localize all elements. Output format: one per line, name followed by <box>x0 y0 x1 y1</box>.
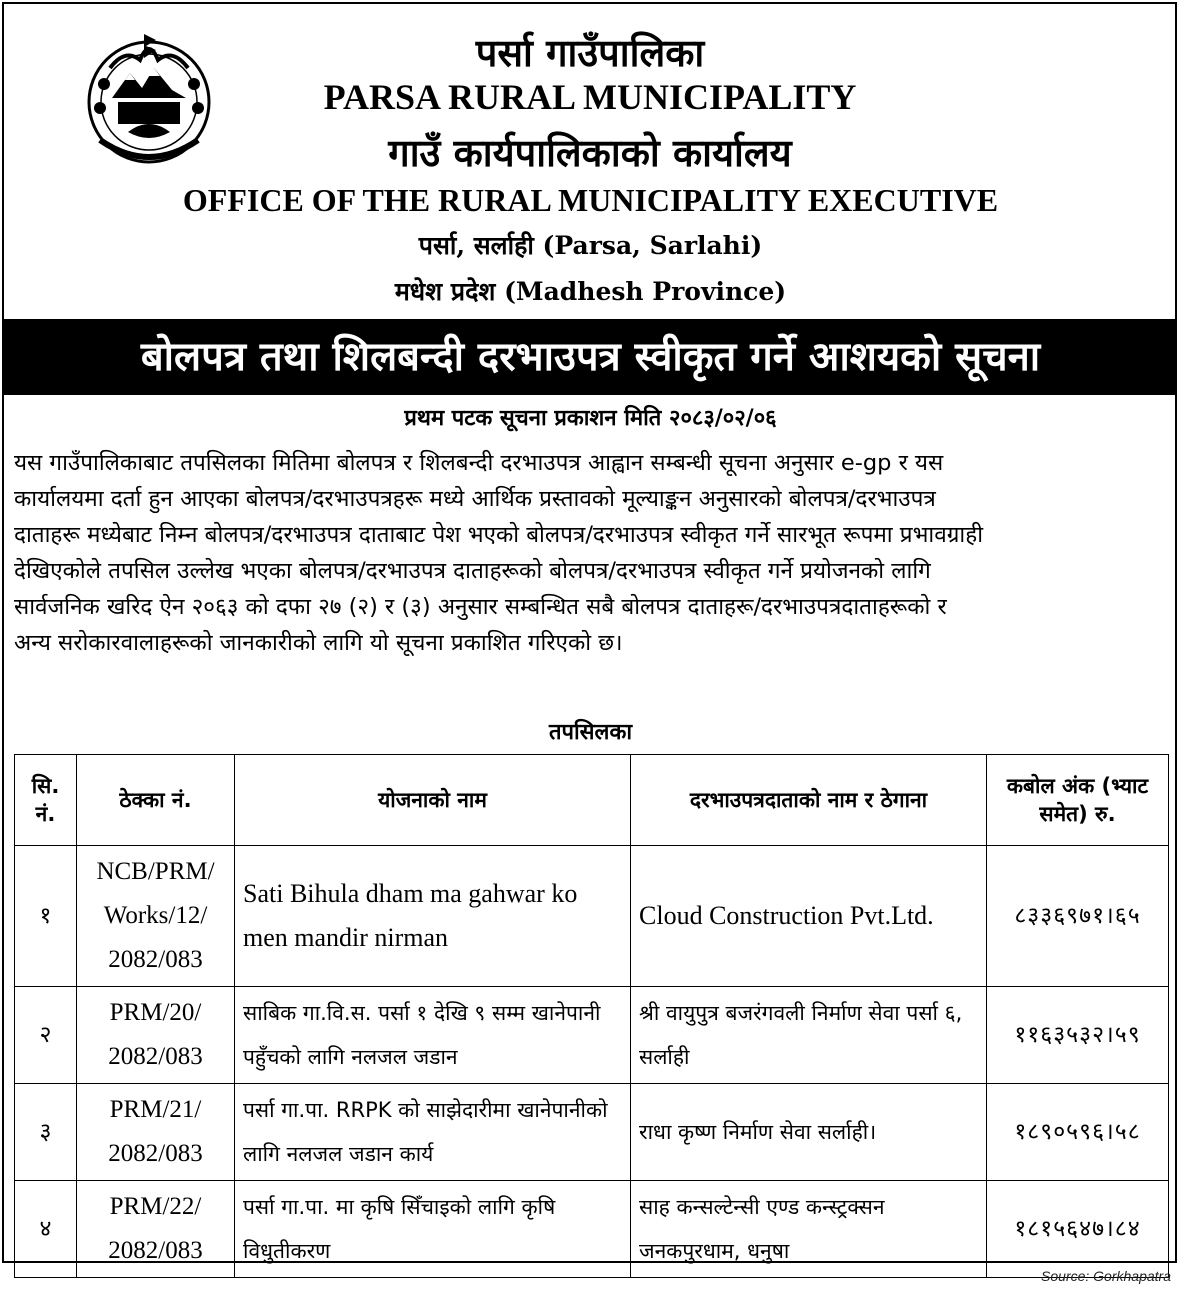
notice-body-line: देखिएकोले तपसिल उल्लेख भएका बोलपत्र/दरभाउपत्र दाताहरूको बोलपत्र/दरभाउपत्र स्वीकृत गर्ने प्रयोजनको लागि <box>14 558 931 584</box>
table-row <box>15 1084 1169 1181</box>
cell-project: पर्सा गा.पा. मा कृषि सिँचाइको लागि कृषि विधुतीकरण <box>235 1181 631 1278</box>
col-header-project: योजनाको नाम <box>235 755 631 846</box>
schedule-title: तपसिलका <box>548 720 633 745</box>
cell-amount: ११६३५३२।५९ <box>987 987 1169 1084</box>
cell-sn: २ <box>15 987 77 1084</box>
cell-project: साबिक गा.वि.स. पर्सा १ देखि ९ सम्म खानेपानी पहुँचको लागि नलजल जडान <box>235 987 631 1084</box>
cell-sn: ३ <box>15 1084 77 1181</box>
cell-bidder: Cloud Construction Pvt.Ltd. <box>631 846 987 987</box>
col-header-contract: ठेक्का नं. <box>77 755 235 846</box>
notice-body-line: दाताहरू मध्येबाट निम्न बोलपत्र/दरभाउपत्र दाताबाट पेश भएको बोलपत्र/दरभाउपत्र स्वीकृत गर्ने सारभूत रूपमा प्रभावग्राही <box>14 522 984 548</box>
notice-body-line: अन्य सरोकारवालाहरूको जानकारीको लागि यो सूचना प्रकाशित गरिएको छ। <box>14 630 623 656</box>
notice-body-line: यस गाउँपालिकाबाट तपसिलका मितिमा बोलपत्र र शिलबन्दी दरभाउपत्र आह्वान सम्बन्धी सूचना अनुसार e-gp र यस <box>14 450 944 476</box>
cell-amount: १८१५६४७।८४ <box>987 1181 1169 1278</box>
cell-bidder: श्री वायुपुत्र बजरंगवली निर्माण सेवा पर्सा ६, सर्लाही <box>631 987 987 1084</box>
cell-amount: १८९०५९६।५८ <box>987 1084 1169 1181</box>
cell-amount: ८३३६९७१।६५ <box>987 846 1169 987</box>
cell-sn: १ <box>15 846 77 987</box>
municipality-name-np: पर्सा गाउँपालिका <box>475 30 705 75</box>
office-name-np: गाउँ कार्यपालिकाको कार्यालय <box>388 130 792 175</box>
table-row <box>15 987 1169 1084</box>
notice-body <box>14 445 1168 661</box>
notice-body-line: सार्वजनिक खरिद ऐन २०६३ को दफा २७ (२) र (३) अनुसार सम्बन्धित सबै बोलपत्र दाताहरू/दरभाउपत्रदाताहरूको र <box>14 594 947 620</box>
cell-contract: PRM/21/ 2082/083 <box>77 1084 235 1181</box>
province: मधेश प्रदेश (Madhesh Province) <box>394 277 787 306</box>
cell-contract: NCB/PRM/ Works/12/ 2082/083 <box>77 846 235 987</box>
table-row <box>15 846 1169 987</box>
col-header-amount: कबोल अंक (भ्याट समेत) रु. <box>987 755 1169 846</box>
office-name-en: OFFICE OF THE RURAL MUNICIPALITY EXECUTIVE <box>182 182 999 218</box>
table-row <box>15 1181 1169 1278</box>
cell-project: पर्सा गा.पा. RRPK को साझेदारीमा खानेपानीको लागि नलजल जडान कार्य <box>235 1084 631 1181</box>
cell-contract: PRM/20/ 2082/083 <box>77 987 235 1084</box>
address: पर्सा, सर्लाही (Parsa, Sarlahi) <box>418 231 763 260</box>
table-header-row <box>15 755 1169 846</box>
cell-bidder: राधा कृष्ण निर्माण सेवा सर्लाही। <box>631 1084 987 1181</box>
cell-bidder: साह कन्सल्टेन्सी एण्ड कन्स्ट्रक्सन जनकपुरधाम, धनुषा <box>631 1181 987 1278</box>
municipality-name-en: PARSA RURAL MUNICIPALITY <box>323 77 857 117</box>
cell-sn: ४ <box>15 1181 77 1278</box>
cell-contract: PRM/22/ 2082/083 <box>77 1181 235 1278</box>
source-credit: Source: Gorkhapatra <box>1041 1268 1171 1284</box>
notice-body-line: कार्यालयमा दर्ता हुन आएका बोलपत्र/दरभाउपत्रहरू मध्ये आर्थिक प्रस्तावको मूल्याङ्कन अनुसारको बोलपत्र/दरभाउपत्र <box>14 486 936 512</box>
col-header-sn: सि. नं. <box>15 755 77 846</box>
notice-title-banner: बोलपत्र तथा शिलबन्दी दरभाउपत्र स्वीकृत गर्ने आशयको सूचना <box>4 319 1177 395</box>
cell-project: Sati Bihula dham ma gahwar ko men mandir nirman <box>235 846 631 987</box>
col-header-bidder: दरभाउपत्रदाताको नाम र ठेगाना <box>631 755 987 846</box>
publication-date: प्रथम पटक सूचना प्रकाशन मिति २०८३/०२/०६ <box>404 406 777 431</box>
schedule-table <box>14 754 1169 1278</box>
